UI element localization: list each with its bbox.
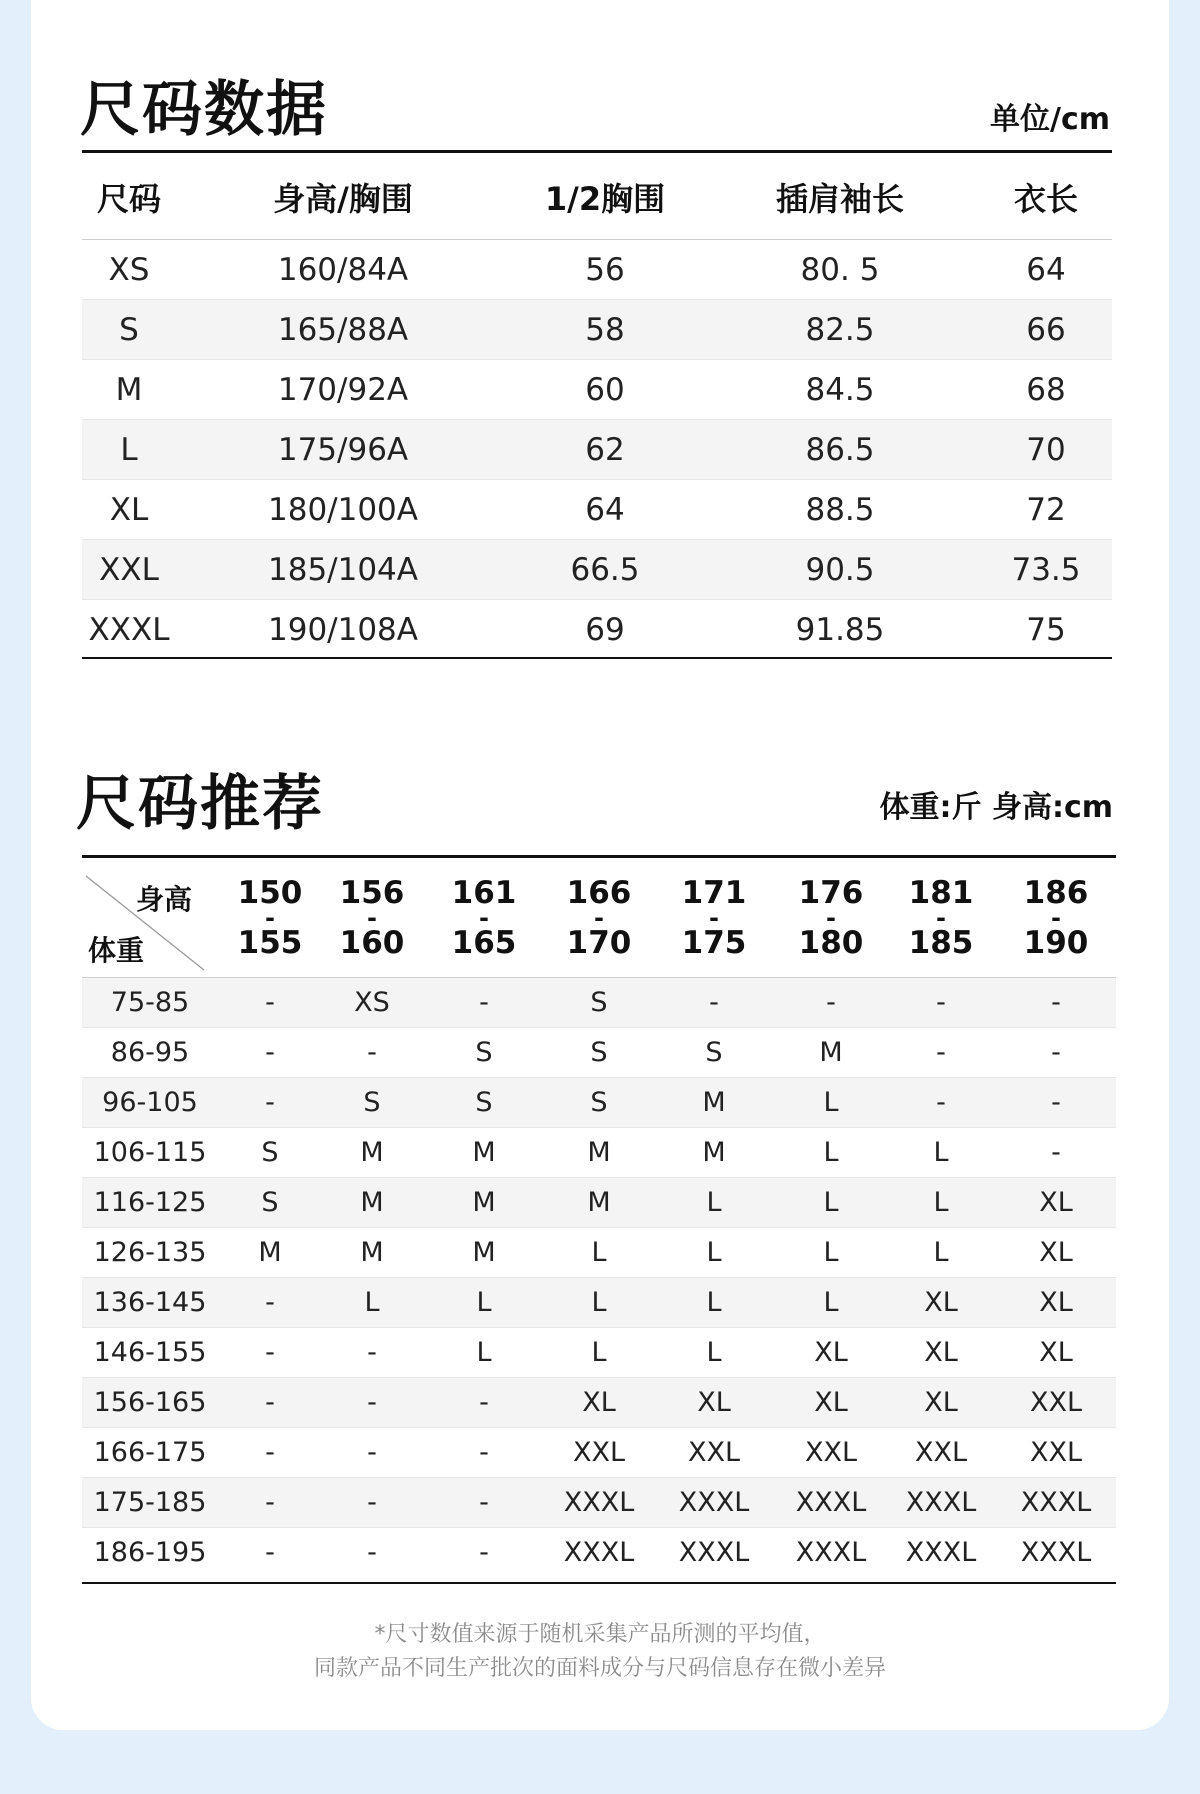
cell-size: M	[82, 360, 176, 420]
recommended-size-cell: M	[422, 1128, 546, 1178]
rec-table-row	[82, 1178, 1116, 1228]
recommended-size-cell: M	[546, 1128, 652, 1178]
rec-table-header-row	[82, 860, 1116, 978]
recommended-size-cell: XXXL	[776, 1478, 886, 1528]
recommended-size-cell: L	[886, 1178, 996, 1228]
footnote-line-2: 同款产品不同生产批次的面料成分与尺码信息存在微小差异	[313, 1656, 886, 1682]
recommended-size-cell: XXXL	[652, 1478, 776, 1528]
cell-size: XXL	[82, 540, 176, 600]
recommended-size-cell: L	[546, 1278, 652, 1328]
recommended-size-cell: -	[322, 1378, 422, 1428]
height-range-from: 171	[681, 875, 747, 912]
cell-sleeve-length: 82.5	[700, 300, 980, 360]
recommended-size-cell: XXL	[996, 1428, 1116, 1478]
rec-table-row	[82, 1428, 1116, 1478]
cell-sleeve-length: 90.5	[700, 540, 980, 600]
recommended-size-cell: -	[886, 1078, 996, 1128]
height-range-separator: -	[265, 903, 275, 932]
recommended-size-cell: S	[546, 1028, 652, 1078]
cell-body-length: 75	[1026, 611, 1066, 648]
recommended-size-cell: XXXL	[563, 1537, 635, 1568]
cell-body-length: 70	[980, 420, 1112, 480]
rec-table-row	[82, 978, 1116, 1028]
recommended-size-cell: M	[322, 1178, 422, 1228]
recommended-size-cell: XXL	[886, 1428, 996, 1478]
recommended-size-cell: -	[265, 1537, 275, 1568]
height-range-to: 160	[339, 925, 405, 962]
height-range-from: 150	[237, 875, 303, 912]
recommended-size-cell: -	[218, 1378, 322, 1428]
recommended-size-cell: L	[546, 1228, 652, 1278]
recommended-size-cell: M	[322, 1228, 422, 1278]
rec-table-bottom-rule	[82, 1582, 1116, 1584]
recommended-size-cell: -	[996, 1128, 1116, 1178]
size-data-table	[82, 155, 1112, 659]
recommended-size-cell: -	[218, 1328, 322, 1378]
rec-table-row	[82, 1378, 1116, 1428]
footnote-line-1: *尺寸数值来源于随机采集产品所测的平均值，	[374, 1622, 826, 1647]
rec-table-row	[82, 1278, 1116, 1328]
recommended-size-cell: M	[652, 1128, 776, 1178]
cell-half-chest: 69	[585, 611, 625, 648]
height-range-to: 170	[566, 925, 632, 962]
size-data-title: 尺码数据	[80, 75, 328, 145]
height-range-to: 165	[451, 925, 517, 962]
cell-sleeve-length: 86.5	[700, 420, 980, 480]
recommended-size-cell: S	[218, 1128, 322, 1178]
cell-sleeve-length: 91.85	[795, 611, 885, 648]
recommended-size-cell: M	[652, 1078, 776, 1128]
cell-height-chest: 160/84A	[176, 240, 510, 300]
height-range-header	[422, 860, 546, 978]
recommended-size-cell: XL	[886, 1378, 996, 1428]
weight-range-cell: 116-125	[82, 1178, 218, 1228]
height-range-to: 175	[681, 925, 747, 962]
cell-height-chest: 190/108A	[268, 611, 418, 648]
height-range-header	[218, 860, 322, 978]
recommended-size-cell: M	[322, 1128, 422, 1178]
recommended-size-cell: XS	[322, 978, 422, 1028]
recommended-size-cell: L	[886, 1128, 996, 1178]
recommended-size-cell: -	[996, 978, 1116, 1028]
col-header-sleeve-length: 插肩袖长	[700, 155, 980, 240]
recommended-size-cell: -	[652, 978, 776, 1028]
recommended-size-cell: L	[886, 1228, 996, 1278]
cell-body-length: 64	[980, 240, 1112, 300]
recommended-size-cell: XXXL	[678, 1537, 750, 1568]
recommended-size-cell: -	[886, 1028, 996, 1078]
cell-height-chest: 175/96A	[176, 420, 510, 480]
cell-half-chest: 62	[510, 420, 700, 480]
recommended-size-cell: L	[652, 1178, 776, 1228]
size-table-row	[82, 420, 1112, 480]
weight-range-cell: 166-175	[82, 1428, 218, 1478]
size-table-bottom-rule	[82, 657, 1112, 659]
size-recommendation-table	[82, 860, 1116, 1577]
rec-table-top-rule	[82, 855, 1116, 858]
footnote	[0, 1618, 1200, 1686]
recommended-size-cell: L	[652, 1278, 776, 1328]
recommended-size-cell: M	[218, 1228, 322, 1278]
cell-height-chest: 185/104A	[176, 540, 510, 600]
recommended-size-cell: M	[546, 1178, 652, 1228]
size-table-header-row	[82, 155, 1112, 240]
height-range-header	[652, 860, 776, 978]
rec-table-row	[82, 1128, 1116, 1178]
recommended-size-cell: -	[218, 1028, 322, 1078]
recommended-size-cell: M	[776, 1028, 886, 1078]
recommended-size-cell: L	[776, 1278, 886, 1328]
weight-range-cell: 126-135	[82, 1228, 218, 1278]
height-range-from: 156	[339, 875, 405, 912]
recommended-size-cell: XL	[996, 1328, 1116, 1378]
corner-weight-label: 体重	[88, 933, 145, 967]
recommended-size-cell: XXXL	[546, 1478, 652, 1528]
weight-range-cell: 186-195	[93, 1537, 207, 1568]
recommended-size-cell: -	[776, 978, 886, 1028]
recommended-size-cell: -	[422, 1428, 546, 1478]
rec-table-row	[82, 1228, 1116, 1278]
recommended-size-cell: -	[218, 1428, 322, 1478]
size-table-row	[82, 300, 1112, 360]
recommended-size-cell: -	[422, 1378, 546, 1428]
recommended-size-cell: XL	[996, 1228, 1116, 1278]
recommended-size-cell: M	[422, 1228, 546, 1278]
weight-range-cell: 156-165	[82, 1378, 218, 1428]
weight-range-cell: 75-85	[82, 978, 218, 1028]
recommended-size-cell: -	[367, 1537, 377, 1568]
recommended-size-cell: S	[218, 1178, 322, 1228]
height-range-separator: -	[1051, 903, 1061, 932]
height-range-header	[886, 860, 996, 978]
col-header-half-chest: 1/2胸围	[510, 155, 700, 240]
size-table-row	[82, 240, 1112, 300]
recommended-size-cell: -	[479, 1537, 489, 1568]
cell-body-length: 66	[980, 300, 1112, 360]
height-range-from: 181	[908, 875, 974, 912]
height-range-separator: -	[826, 903, 836, 932]
rec-table-row	[82, 1078, 1116, 1128]
cell-sleeve-length: 84.5	[700, 360, 980, 420]
cell-height-chest: 180/100A	[176, 480, 510, 540]
recommended-size-cell: L	[322, 1278, 422, 1328]
cell-half-chest: 56	[510, 240, 700, 300]
cell-body-length: 68	[980, 360, 1112, 420]
recommended-size-cell: XL	[886, 1278, 996, 1328]
cell-size: S	[82, 300, 176, 360]
height-range-from: 161	[451, 875, 517, 912]
recommended-size-cell: XL	[546, 1378, 652, 1428]
height-range-separator: -	[367, 903, 377, 932]
recommended-size-cell: XL	[886, 1328, 996, 1378]
cell-sleeve-length: 80. 5	[700, 240, 980, 300]
recommended-size-cell: -	[218, 1278, 322, 1328]
cell-size: XL	[82, 480, 176, 540]
recommended-size-cell: XL	[652, 1378, 776, 1428]
rec-table-row	[82, 1528, 1116, 1578]
height-range-to: 190	[1023, 925, 1089, 962]
height-range-separator: -	[709, 903, 719, 932]
recommended-size-cell: S	[546, 1078, 652, 1128]
recommended-size-cell: XXL	[776, 1428, 886, 1478]
height-range-separator: -	[936, 903, 946, 932]
rec-table-row	[82, 1028, 1116, 1078]
recommended-size-cell: L	[652, 1328, 776, 1378]
size-table-row	[82, 540, 1112, 600]
recommended-size-cell: -	[886, 978, 996, 1028]
height-range-from: 166	[566, 875, 632, 912]
cell-half-chest: 58	[510, 300, 700, 360]
recommended-size-cell: -	[218, 1078, 322, 1128]
cell-sleeve-length: 88.5	[700, 480, 980, 540]
col-header-size: 尺码	[82, 155, 176, 240]
height-range-from: 176	[798, 875, 864, 912]
recommended-size-cell: -	[218, 978, 322, 1028]
rec-table-corner-cell	[82, 860, 218, 978]
recommended-size-cell: S	[422, 1078, 546, 1128]
col-header-height-chest: 身高/胸围	[176, 155, 510, 240]
size-table-row	[82, 600, 1112, 660]
cell-size: XS	[82, 240, 176, 300]
cell-height-chest: 165/88A	[176, 300, 510, 360]
recommended-size-cell: -	[322, 1328, 422, 1378]
recommended-size-cell: S	[422, 1028, 546, 1078]
corner-height-label: 身高	[135, 883, 192, 916]
recommended-size-cell: L	[546, 1328, 652, 1378]
recommended-size-cell: XL	[776, 1328, 886, 1378]
recommended-size-cell: L	[776, 1128, 886, 1178]
recommended-size-cell: -	[422, 1478, 546, 1528]
col-header-body-length: 衣长	[980, 155, 1112, 240]
recommended-size-cell: -	[996, 1028, 1116, 1078]
weight-range-cell: 106-115	[82, 1128, 218, 1178]
recommended-size-cell: XXL	[996, 1378, 1116, 1428]
height-range-header	[322, 860, 422, 978]
cell-half-chest: 64	[510, 480, 700, 540]
height-range-to: 185	[908, 925, 974, 962]
recommended-size-cell: XL	[996, 1278, 1116, 1328]
size-recommendation-title: 尺码推荐	[76, 769, 324, 839]
recommended-size-cell: XXXL	[905, 1537, 977, 1568]
height-range-separator: -	[594, 903, 604, 932]
recommended-size-cell: -	[422, 978, 546, 1028]
recommended-size-cell: XXL	[652, 1428, 776, 1478]
rec-table-row	[82, 1478, 1116, 1528]
rec-table-row	[82, 1328, 1116, 1378]
recommended-size-cell: L	[776, 1178, 886, 1228]
height-range-header	[546, 860, 652, 978]
size-table-row	[82, 360, 1112, 420]
recommended-size-cell: XXXL	[886, 1478, 996, 1528]
cell-body-length: 72	[980, 480, 1112, 540]
recommended-size-cell: -	[996, 1078, 1116, 1128]
weight-range-cell: 96-105	[82, 1078, 218, 1128]
cell-body-length: 73.5	[980, 540, 1112, 600]
weight-range-cell: 86-95	[82, 1028, 218, 1078]
recommended-size-cell: -	[322, 1028, 422, 1078]
recommended-size-cell: XL	[996, 1178, 1116, 1228]
size-table-top-rule	[82, 150, 1112, 153]
size-recommendation-unit: 体重:斤 身高:cm	[879, 790, 1113, 825]
height-range-to: 180	[798, 925, 864, 962]
recommended-size-cell: L	[422, 1278, 546, 1328]
size-table-row	[82, 480, 1112, 540]
weight-range-cell: 136-145	[82, 1278, 218, 1328]
recommended-size-cell: XXXL	[795, 1537, 867, 1568]
cell-half-chest: 66.5	[510, 540, 700, 600]
recommended-size-cell: L	[422, 1328, 546, 1378]
recommended-size-cell: -	[322, 1478, 422, 1528]
recommended-size-cell: M	[422, 1178, 546, 1228]
recommended-size-cell: XL	[776, 1378, 886, 1428]
size-data-unit: 单位/cm	[990, 102, 1110, 137]
recommended-size-cell: S	[322, 1078, 422, 1128]
cell-half-chest: 60	[510, 360, 700, 420]
height-range-separator: -	[479, 903, 489, 932]
recommended-size-cell: XXXL	[996, 1478, 1116, 1528]
recommended-size-cell: S	[546, 978, 652, 1028]
cell-height-chest: 170/92A	[176, 360, 510, 420]
cell-size: L	[82, 420, 176, 480]
height-range-from: 186	[1023, 875, 1089, 912]
cell-size: XXXL	[88, 611, 170, 648]
recommended-size-cell: L	[776, 1228, 886, 1278]
height-range-header	[996, 860, 1116, 978]
height-range-to: 155	[237, 925, 303, 962]
recommended-size-cell: L	[652, 1228, 776, 1278]
recommended-size-cell: -	[218, 1478, 322, 1528]
recommended-size-cell: XXL	[546, 1428, 652, 1478]
recommended-size-cell: -	[322, 1428, 422, 1478]
weight-range-cell: 146-155	[82, 1328, 218, 1378]
recommended-size-cell: L	[776, 1078, 886, 1128]
recommended-size-cell: S	[652, 1028, 776, 1078]
height-range-header	[776, 860, 886, 978]
weight-range-cell: 175-185	[82, 1478, 218, 1528]
recommended-size-cell: XXXL	[1020, 1537, 1092, 1568]
